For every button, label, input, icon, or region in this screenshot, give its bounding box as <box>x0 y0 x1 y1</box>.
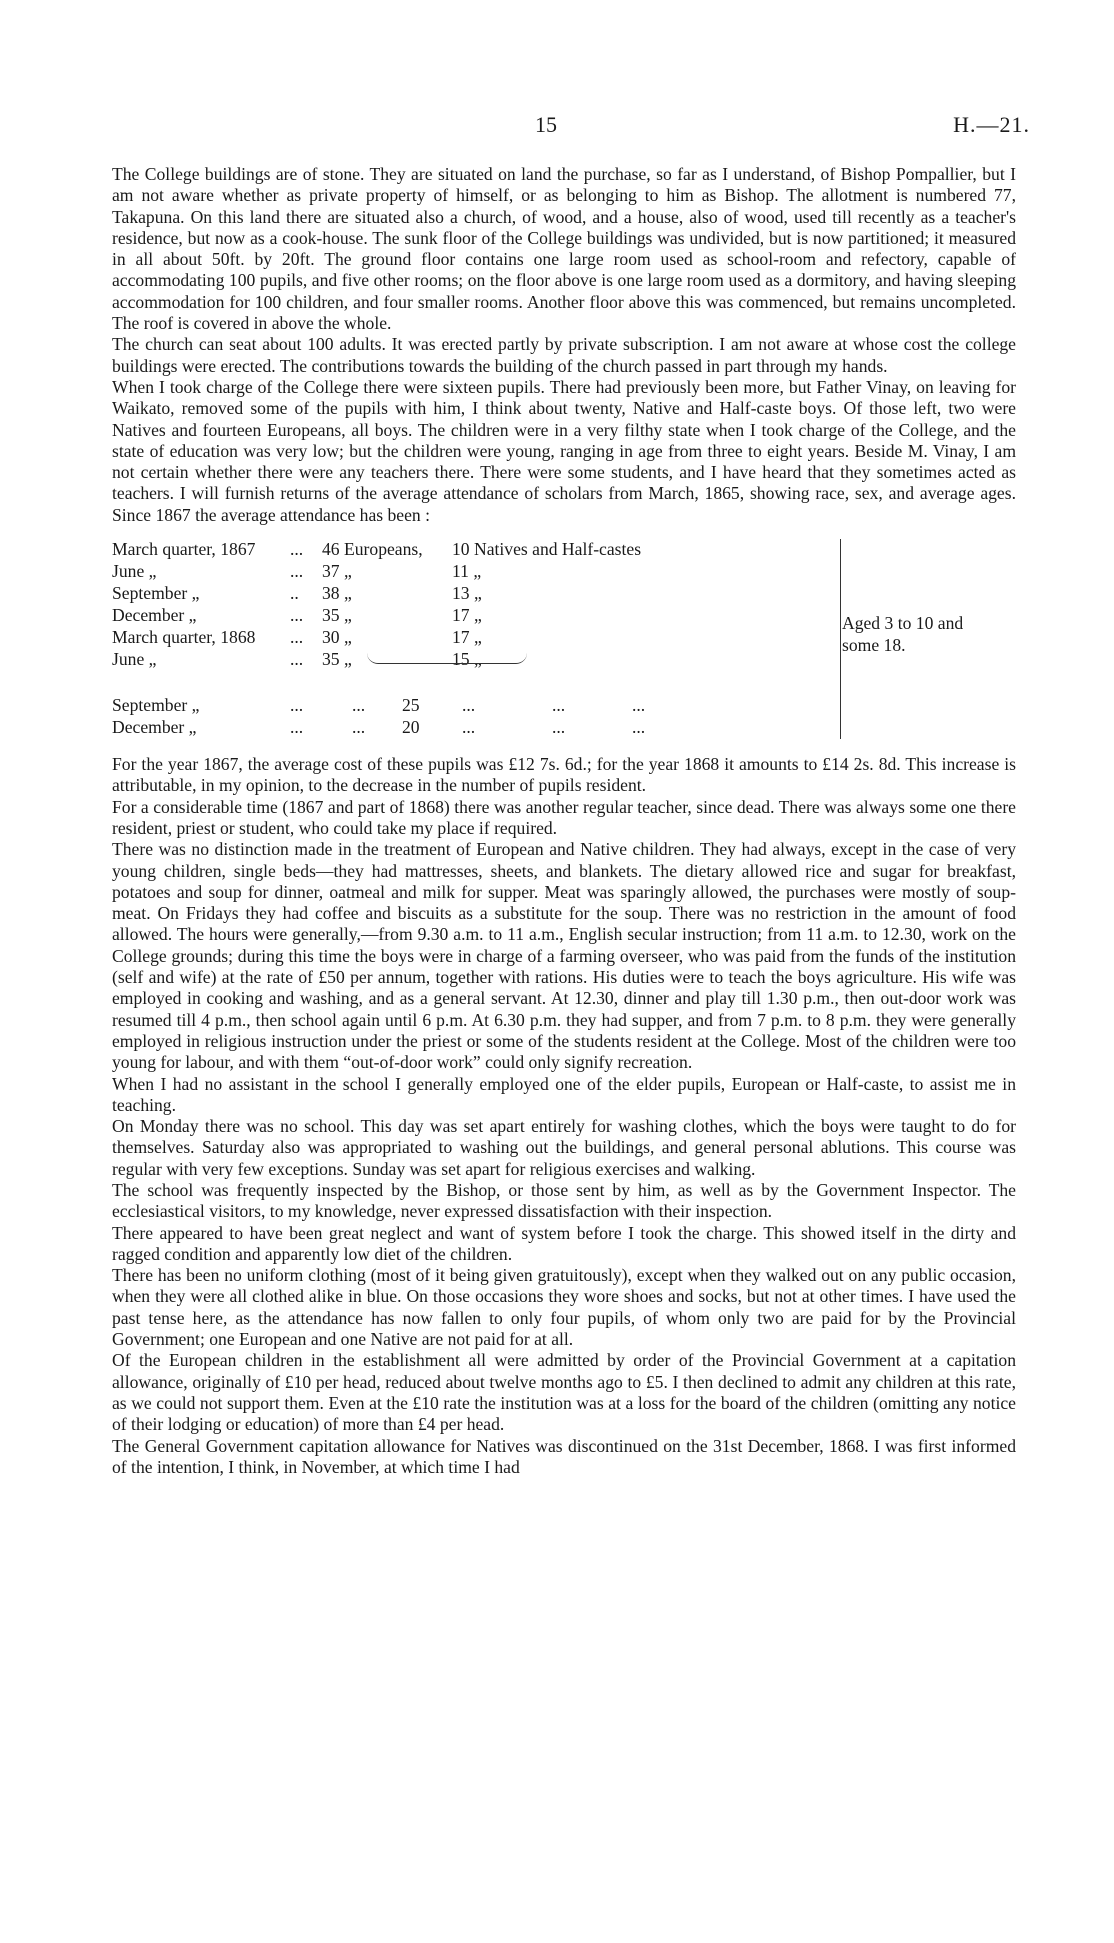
page-header <box>0 112 1114 142</box>
paragraph: There appeared to have been great neglect and want of system before I took the charge. This showed itself in the dirty and ragged condition and apparently low diet of the children. <box>112 1222 1016 1264</box>
row-period: March quarter, 1867 <box>112 539 256 560</box>
row-period: September „ <box>112 583 200 604</box>
row-dots: .. <box>290 583 299 604</box>
row-period: December „ <box>112 605 197 626</box>
paragraph: The school was frequently inspected by the Bishop, or those sent by him, as well as by the Government Inspector. The ecclesiastical visitors, to my knowledge, never expressed dissatisfaction with their inspection. <box>112 1179 1016 1222</box>
row-dots: ... <box>290 649 304 670</box>
row-dots: ... <box>290 561 304 582</box>
paragraph: The church can seat about 100 adults. It was erected partly by private subscription. I am not aware at whose cost the college buildings were erected. The contributions towards the building of the church passed in part through my hands. <box>112 334 1016 376</box>
row-dots: ... <box>462 695 476 716</box>
row-dots: ... <box>352 717 366 738</box>
row-period: March quarter, 1868 <box>112 627 256 648</box>
row-europeans: 37 „ <box>322 561 352 582</box>
row-dots: ... <box>552 717 566 738</box>
row-period: June „ <box>112 561 157 582</box>
paragraph: The College buildings are of stone. They are situated on land the purchase, so far as I understand, of Bishop Pompallier, but I am not aware whether as private property of himself, or as belonging to him as Bishop. The allotment is numbered 77, Takapuna. On this land there are situated also a church, of wood, and a house, also of wood, used till recently as a teacher's residence, but now as a cook-house. The sunk floor of the College buildings was undivided, but is now partitioned; it measured in all about 50ft. by 20ft. The ground floor contains one large room used as school-room and refectory, capable of accommodating 100 pupils, and five other rooms; on the floor above is one large room used as a dormitory, and having sleeping accommodation for 100 children, and four smaller rooms. Another floor above this was commenced, but remains uncompleted. The roof is covered in above the whole. <box>112 164 1016 334</box>
document-reference: H.—21. <box>953 112 1030 137</box>
paragraph: The General Government capitation allowance for Natives was discontinued on the 31st December, 1868. I was first informed of the intention, I think, in November, at which time I had <box>112 1435 1016 1477</box>
row-dots: ... <box>632 717 646 738</box>
row-natives: 10 Natives and Half-castes <box>452 539 642 560</box>
row-natives: 17 „ <box>452 627 482 648</box>
row-dots: ... <box>462 717 476 738</box>
row-europeans: 35 „ <box>322 605 352 626</box>
row-dots: ... <box>290 717 304 738</box>
paragraph: For the year 1867, the average cost of these pupils was £12 7s. 6d.; for the year 1868 it amounts to £14 2s. 8d. This increase is attributable, in my opinion, to the decrease in the number of pupils resident. <box>112 754 1016 796</box>
attendance-table <box>112 539 1016 747</box>
age-note: Aged 3 to 10 and some 18. <box>842 613 964 656</box>
sum-brace <box>367 653 527 664</box>
row-natives: 17 „ <box>452 605 482 626</box>
row-natives: 13 „ <box>452 583 482 604</box>
row-europeans: 46 Europeans, <box>322 539 423 560</box>
row-europeans: 30 „ <box>322 627 352 648</box>
paragraph: When I had no assistant in the school I generally employed one of the elder pupils, European or Half-caste, to assist me in teaching. <box>112 1073 1016 1115</box>
row-period: June „ <box>112 649 157 670</box>
row-dots: ... <box>290 695 304 716</box>
row-europeans: 38 „ <box>322 583 352 604</box>
paragraph: There was no distinction made in the treatment of European and Native children. They had always, except in the case of very young children, single beds—they had mattresses, sheets, and blankets. The dietary allowed rice and sugar for breakfast, potatoes and soup for dinner, oatmeal and milk for supper. Meat was sparingly allowed, the purchases were mostly of soup-meat. On Fridays they had coffee and biscuits as a substitute for the soup. There was no restriction in the amount of food allowed. The hours were generally,—from 9.30 a.m. to 11 a.m., English secular instruction; from 11 a.m. to 12.30, work on the College grounds; during this time the boys were in charge of a farming overseer, who was paid from the funds of the institution (self and wife) at the rate of £50 per annum, together with rations. His duties were to teach the boys agriculture. His wife was employed in cooking and washing, and as a general servant. At 12.30, dinner and play till 1.30 p.m., then out-door work was resumed till 4 p.m., then school again until 6 p.m. At 6.30 p.m. they had supper, and from 7 p.m. to 8 p.m. they were generally employed in religious instruction under the priest or some of the students resident at the College. Most of the children were too young for labour, and with them “out-of-door work” could only signify recreation. <box>112 839 1016 1073</box>
row-dots: ... <box>632 695 646 716</box>
row-dots: ... <box>290 539 304 560</box>
row-dots: ... <box>552 695 566 716</box>
paragraph: On Monday there was no school. This day was set apart entirely for washing clothes, which the boys were taught to do for themselves. Saturday also was appropriated to washing out the buildings, and general personal ablutions. This course was regular with very few exceptions. Sunday was set apart for religious exercises and walking. <box>112 1116 1016 1179</box>
row-period: September „ <box>112 695 200 716</box>
row-dots: ... <box>290 605 304 626</box>
row-total: 25 <box>402 695 420 716</box>
row-dots: ... <box>290 627 304 648</box>
row-europeans: 35 „ <box>322 649 352 670</box>
row-total: 20 <box>402 717 420 738</box>
bracket <box>820 539 841 739</box>
row-natives: 15 „ <box>452 649 482 670</box>
paragraph: For a considerable time (1867 and part of 1868) there was another regular teacher, since dead. There was always some one there resident, priest or student, who could take my place if required. <box>112 796 1016 838</box>
paragraph: There has been no uniform clothing (most of it being given gratuitously), except when they walked out on any public occasion, when they were all clothed alike in blue. On those occasions they wore shoes and socks, but not at other times. I have used the past tense here, as the attendance has now fallen to only four pupils, of whom only two are paid for by the Provincial Government; one European and one Native are not paid for at all. <box>112 1265 1016 1350</box>
document-body <box>112 164 1016 1478</box>
paragraph: When I took charge of the College there were sixteen pupils. There had previously been more, but Father Vinay, on leaving for Waikato, removed some of the pupils with him, I think about twenty, Native and Half-caste boys. Of those left, two were Natives and fourteen Europeans, all boys. The children were in a very filthy state when I took charge of the College, and the state of education was very low; but the children were young, ranging in age from three to eight years. Beside M. Vinay, I am not certain whether there were any teachers there. There were some students, and I have heard that they sometimes acted as teachers. I will furnish returns of the average attendance of scholars from March, 1865, showing race, sex, and average ages. Since 1867 the average attendance has been : <box>112 376 1016 525</box>
row-natives: 11 „ <box>452 561 482 582</box>
page-number: 15 <box>535 112 557 137</box>
row-dots: ... <box>352 695 366 716</box>
paragraph: Of the European children in the establishment all were admitted by order of the Provincial Government at a capitation allowance, originally of £10 per head, reduced about twelve months ago to £5. I then declined to admit any children at this rate, as we could not support them. Even at the £10 rate the institution was at a loss for the board of the children (omitting any notice of their lodging or education) of more than £4 per head. <box>112 1350 1016 1435</box>
row-period: December „ <box>112 717 197 738</box>
